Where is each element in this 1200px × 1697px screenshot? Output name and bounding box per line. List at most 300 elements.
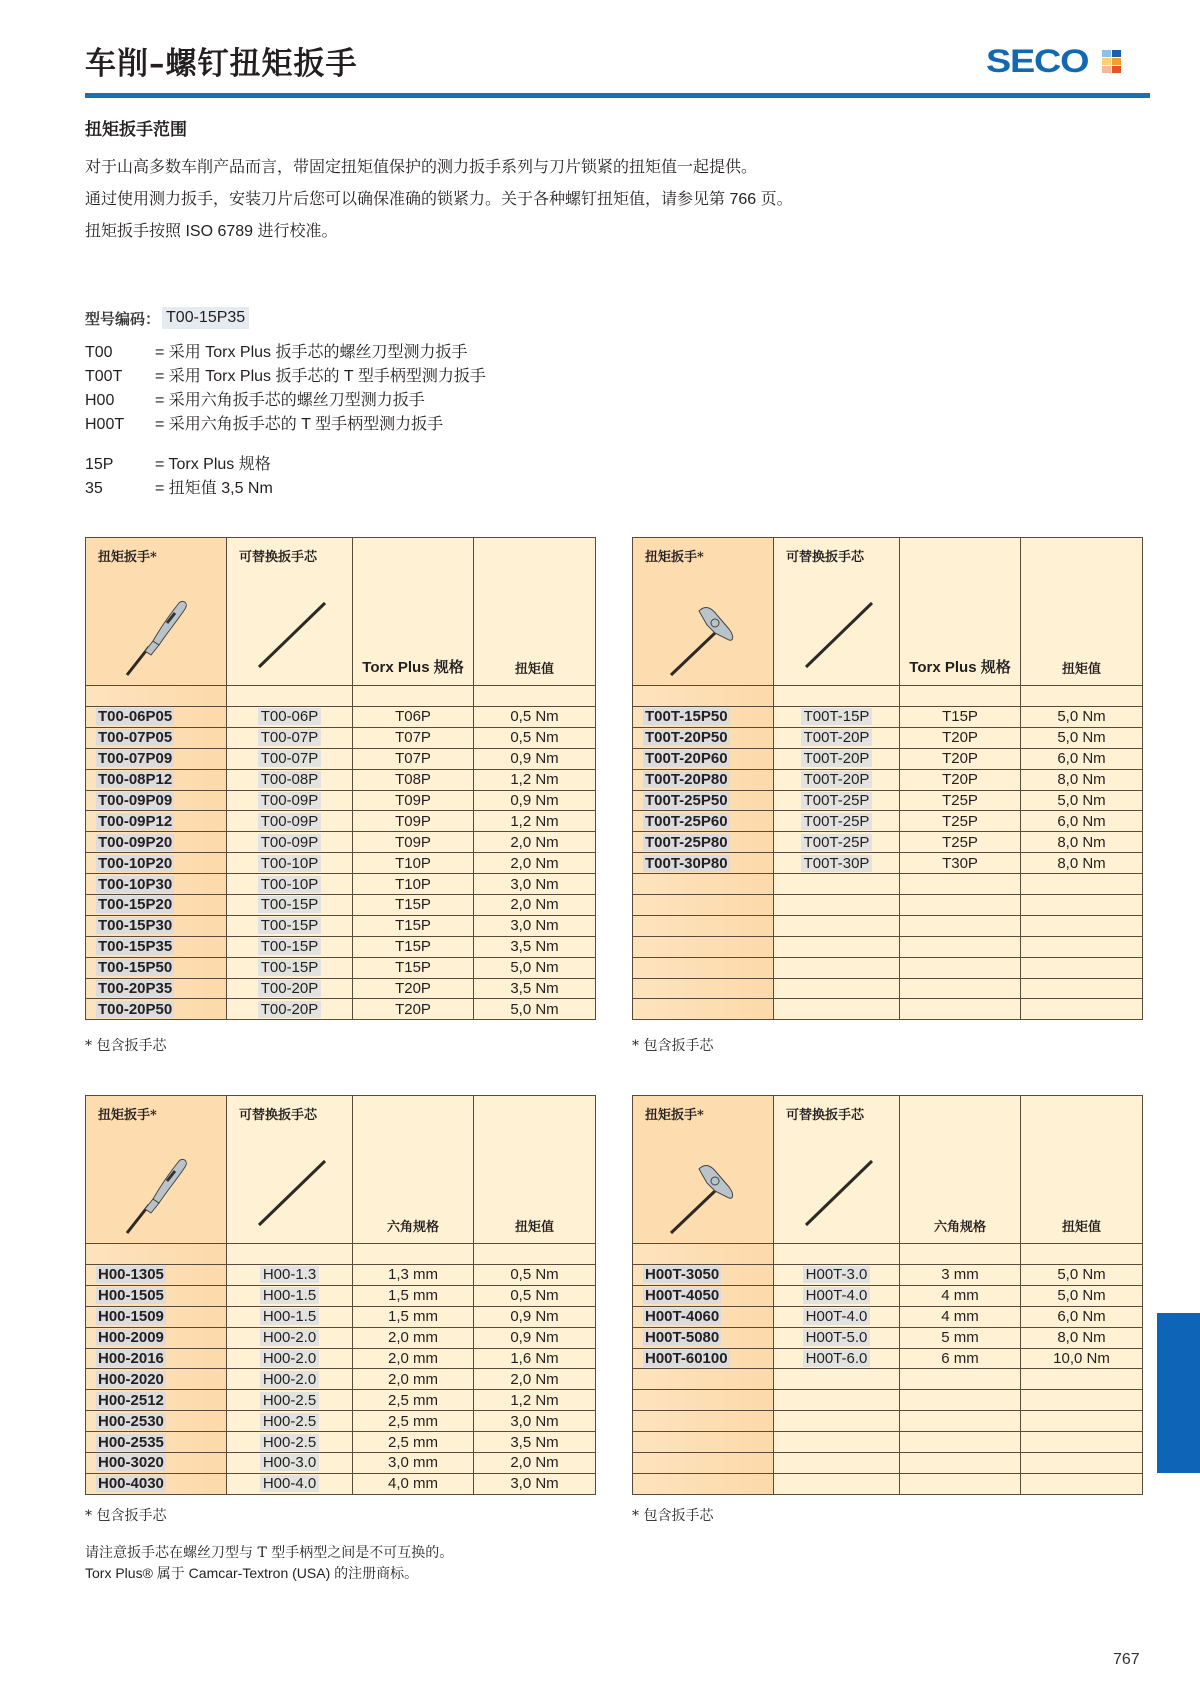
cell-text: 4,0 mm (387, 1475, 438, 1493)
cell-text: 5,0 Nm (1057, 729, 1106, 747)
logo-text: SECO (986, 43, 1089, 79)
cell-text: 3,0 Nm (510, 1475, 559, 1493)
size (900, 915, 1021, 936)
bit-code (774, 1453, 900, 1474)
cell-text: T00T-20P80 (645, 771, 728, 789)
table-row (633, 999, 1143, 1020)
cell-text: T10P (395, 854, 431, 872)
cell-text: H00-2.0 (260, 1329, 319, 1346)
footer-notes (85, 1543, 453, 1583)
screwdriver-wrench-icon (121, 589, 191, 679)
cell-text: 0,5 Nm (510, 1287, 559, 1305)
table-row (633, 1285, 1143, 1306)
size (353, 999, 474, 1020)
wrench-code (86, 999, 227, 1020)
torque (1021, 1473, 1143, 1494)
cell-text: 5 mm (941, 1329, 979, 1347)
bit-code (774, 790, 900, 811)
legend-desc: = 采用六角扳手芯的 T 型手柄型测力扳手 (155, 416, 444, 433)
size (900, 811, 1021, 832)
torque (1021, 1390, 1143, 1411)
cell-text: T00-06P (258, 708, 322, 725)
table-row (633, 874, 1143, 895)
table-row (86, 707, 596, 728)
cell-text: 3,5 Nm (510, 1433, 559, 1451)
bit-code (774, 769, 900, 790)
cell-text: H00-4030 (98, 1475, 164, 1493)
bit-code (227, 1285, 353, 1306)
wrench-code (86, 1327, 227, 1348)
bit-code (774, 811, 900, 832)
spacer-cell (774, 686, 900, 707)
bit-code (774, 957, 900, 978)
size (353, 936, 474, 957)
wrench-code (633, 748, 774, 769)
table-row (86, 1411, 596, 1432)
wrench-code (633, 978, 774, 999)
spacer-cell (474, 686, 596, 707)
cell-text: 0,9 Nm (510, 792, 559, 809)
cell-text: T00-07P (258, 750, 322, 767)
table-footnote: * 包含扳手芯 (85, 1508, 167, 1524)
bit-code (774, 707, 900, 728)
size (900, 978, 1021, 999)
wrench-code (86, 748, 227, 769)
cell-text: H00-1.5 (260, 1287, 319, 1304)
table-row (86, 978, 596, 999)
torque (474, 895, 596, 916)
size (353, 915, 474, 936)
cell-text: 5,0 Nm (1057, 1266, 1106, 1284)
code-example: T00-15P35 (162, 307, 249, 329)
column-header (900, 1096, 1021, 1244)
cell-text: T00T-25P (801, 792, 873, 809)
page-title: 车削–螺钉扭矩扳手 (85, 46, 358, 82)
size (900, 790, 1021, 811)
wrench-code (86, 1453, 227, 1474)
table-row (633, 727, 1143, 748)
spacer-cell (633, 686, 774, 707)
wrench-code (86, 1411, 227, 1432)
torque (474, 1327, 596, 1348)
table-row (633, 853, 1143, 874)
header-bit: 可替换扳手芯 (786, 1108, 865, 1123)
wrench-code (633, 915, 774, 936)
cell-text: T00-07P05 (98, 729, 173, 747)
t-handle-wrench-icon (663, 1147, 753, 1237)
torque (1021, 1432, 1143, 1453)
cell-text: H00T-5080 (645, 1329, 720, 1347)
bit-code (774, 1432, 900, 1453)
table-row (86, 915, 596, 936)
cell-text: T00-09P12 (98, 812, 173, 830)
cell-text: T00T-15P (801, 708, 873, 725)
cell-text: 1,5 mm (387, 1308, 438, 1326)
wrench-code (86, 1285, 227, 1306)
column-header (227, 538, 353, 686)
wrench-code (633, 1473, 774, 1494)
bit-code (227, 1432, 353, 1453)
spacer-cell (1021, 1244, 1143, 1265)
spacer-cell (227, 686, 353, 707)
wrench-code (86, 874, 227, 895)
spacer-cell (774, 1244, 900, 1265)
spacer-cell (900, 1244, 1021, 1265)
column-header (474, 1096, 596, 1244)
cell-text: T00-20P (258, 1001, 322, 1018)
legend-key: T00T (85, 368, 123, 385)
torque (474, 748, 596, 769)
cell-text: T00T-30P (801, 855, 873, 872)
table-row (633, 1411, 1143, 1432)
bit-code (774, 1265, 900, 1286)
header-bit: 可替换扳手芯 (239, 550, 318, 565)
header-torque: 扭矩值 (514, 1220, 554, 1235)
cell-text: 0,9 Nm (510, 1329, 559, 1347)
legend-key: 35 (85, 480, 103, 497)
table-row (633, 707, 1143, 728)
cell-text: 8,0 Nm (1057, 1329, 1106, 1347)
size (353, 957, 474, 978)
cell-text: 3,0 mm (387, 1454, 438, 1472)
bit-code (227, 978, 353, 999)
replaceable-bit-icon (800, 1153, 880, 1233)
torque (474, 1432, 596, 1453)
wrench-code (86, 1348, 227, 1369)
bit-code (227, 1411, 353, 1432)
column-header (227, 1096, 353, 1244)
legend-item (85, 413, 486, 437)
size (353, 1432, 474, 1453)
wrench-code (86, 1473, 227, 1494)
bit-code (227, 895, 353, 916)
wrench-code (633, 769, 774, 790)
torque (1021, 895, 1143, 916)
cell-text: T15P (395, 959, 431, 977)
wrench-code (633, 1306, 774, 1327)
torque (474, 874, 596, 895)
size (353, 1265, 474, 1286)
size (353, 895, 474, 916)
header-size: Torx Plus 规格 (909, 659, 1011, 676)
bit-code (774, 895, 900, 916)
legend-desc: = 采用 Torx Plus 扳手芯的 T 型手柄型测力扳手 (155, 368, 486, 385)
torque (1021, 811, 1143, 832)
wrench-code (633, 895, 774, 916)
cell-text: H00-3020 (98, 1454, 164, 1472)
cell-text: T00-15P (258, 959, 322, 976)
header-wrench: 扭矩扳手* (98, 1108, 157, 1123)
cell-text: T00T-20P50 (645, 729, 728, 747)
cell-text: H00-2020 (98, 1370, 164, 1388)
cell-text: H00T-6.0 (803, 1350, 871, 1367)
cell-text: 5,0 Nm (1057, 792, 1106, 809)
cell-text: 4 mm (941, 1308, 979, 1326)
cell-text: H00-2512 (98, 1391, 164, 1409)
size (353, 832, 474, 853)
cell-text: T00T-20P (801, 729, 873, 746)
wrench-code (633, 1453, 774, 1474)
bit-code (227, 915, 353, 936)
cell-text: T00-09P (258, 813, 322, 830)
wrench-code (633, 727, 774, 748)
table-row (86, 790, 596, 811)
wrench-code (633, 957, 774, 978)
torque (1021, 1369, 1143, 1390)
header-size: Torx Plus 规格 (362, 659, 464, 676)
torque (1021, 748, 1143, 769)
cell-text: T00-07P (258, 729, 322, 746)
wrench-code (633, 999, 774, 1020)
cell-text: T09P (395, 792, 431, 809)
cell-text: 6 mm (941, 1350, 979, 1367)
cell-text: 0,9 Nm (510, 1308, 559, 1326)
cell-text: 3,0 Nm (510, 875, 559, 893)
legend-desc: = 扭矩值 3,5 Nm (155, 480, 273, 497)
cell-text: 5,0 Nm (1057, 1287, 1106, 1305)
torque (474, 936, 596, 957)
torque (474, 1453, 596, 1474)
size (900, 853, 1021, 874)
cell-text: H00-2.0 (260, 1371, 319, 1388)
legend-item (85, 365, 486, 389)
cell-text: H00-1.5 (260, 1308, 319, 1325)
bit-code (227, 1390, 353, 1411)
t-handle-wrench-icon (663, 589, 753, 679)
cell-text: T00T-25P60 (645, 812, 728, 830)
table-row (86, 769, 596, 790)
bit-code (774, 1369, 900, 1390)
cell-text: 4 mm (941, 1287, 979, 1305)
cell-text: 2,5 mm (387, 1391, 438, 1409)
wrench-code (633, 790, 774, 811)
table-row (86, 727, 596, 748)
bit-code (227, 790, 353, 811)
torque (474, 1348, 596, 1369)
size (900, 1411, 1021, 1432)
legend-item (85, 453, 486, 477)
cell-text: T30P (942, 854, 978, 872)
table-row (633, 1265, 1143, 1286)
bit-code (227, 769, 353, 790)
legend-desc: = 采用 Torx Plus 扳手芯的螺丝刀型测力扳手 (155, 344, 468, 361)
torque (1021, 915, 1143, 936)
bit-code (227, 1369, 353, 1390)
cell-text: 1,3 mm (387, 1266, 438, 1284)
table-row (86, 1390, 596, 1411)
torque (1021, 936, 1143, 957)
section-tab (1157, 1313, 1200, 1473)
spacer-cell (86, 1244, 227, 1265)
size (900, 936, 1021, 957)
table-row (86, 853, 596, 874)
size (353, 769, 474, 790)
cell-text: T00-15P30 (98, 917, 173, 935)
cell-text: T00T-25P50 (645, 792, 728, 809)
column-header (633, 1096, 774, 1244)
cell-text: T07P (395, 729, 431, 747)
torque (1021, 1411, 1143, 1432)
torque (1021, 727, 1143, 748)
torque (1021, 853, 1143, 874)
wrench-table (85, 537, 596, 1020)
cell-text: 2,0 Nm (510, 896, 559, 914)
bit-code (774, 1411, 900, 1432)
torque (474, 915, 596, 936)
bit-code (227, 707, 353, 728)
intro-line: 通过使用测力扳手，安装刀片后您可以确保准确的锁紧力。关于各种螺钉扭矩值，请参见第 766 页。 (85, 191, 793, 208)
column-header (1021, 538, 1143, 686)
cell-text: T10P (395, 875, 431, 893)
cell-text: 3,0 Nm (510, 917, 559, 935)
cell-text: H00T-60100 (645, 1350, 728, 1367)
bit-code (227, 1265, 353, 1286)
cell-text: T00T-25P80 (645, 833, 728, 851)
cell-text: 1,2 Nm (510, 812, 559, 830)
cell-text: H00T-3050 (645, 1266, 720, 1284)
cell-text: T07P (395, 750, 431, 768)
cell-text: T00T-25P (801, 834, 873, 851)
torque (474, 1369, 596, 1390)
bit-code (774, 1306, 900, 1327)
cell-text: T20P (395, 1000, 431, 1018)
wrench-code (633, 936, 774, 957)
wrench-code (86, 790, 227, 811)
cell-text: H00-4.0 (260, 1475, 319, 1492)
torque (474, 707, 596, 728)
table-row (633, 1453, 1143, 1474)
cell-text: H00-1505 (98, 1287, 164, 1305)
cell-text: 6,0 Nm (1057, 812, 1106, 830)
cell-text: 3 mm (941, 1266, 979, 1284)
wrench-code (633, 1265, 774, 1286)
bit-code (774, 978, 900, 999)
table-row (86, 936, 596, 957)
bit-code (227, 811, 353, 832)
torque (474, 1390, 596, 1411)
cell-text: H00-2.0 (260, 1350, 319, 1367)
wrench-code (633, 707, 774, 728)
cell-text: T00-08P (258, 771, 322, 788)
cell-text: T00-15P35 (98, 938, 173, 956)
wrench-code (86, 915, 227, 936)
wrench-code (86, 1306, 227, 1327)
cell-text: 2,0 Nm (510, 1370, 559, 1388)
spacer-cell (474, 1244, 596, 1265)
cell-text: 2,0 mm (387, 1350, 438, 1367)
cell-text: H00-2.5 (260, 1413, 319, 1430)
table-row (633, 1390, 1143, 1411)
cell-text: 6,0 Nm (1057, 750, 1106, 768)
bit-code (227, 1348, 353, 1369)
size (353, 727, 474, 748)
bit-code (774, 936, 900, 957)
size (353, 1369, 474, 1390)
cell-text: T00-10P (258, 855, 322, 872)
cell-text: H00T-5.0 (803, 1329, 871, 1346)
column-header (353, 1096, 474, 1244)
size (353, 978, 474, 999)
wrench-code (633, 811, 774, 832)
title-rule (85, 93, 1150, 98)
spacer-cell (900, 686, 1021, 707)
wrench-code (633, 832, 774, 853)
cell-text: T00-10P (258, 876, 322, 893)
torque (474, 727, 596, 748)
cell-text: T20P (942, 729, 978, 747)
table-footnote: * 包含扳手芯 (632, 1038, 714, 1054)
cell-text: H00-1509 (98, 1308, 164, 1326)
torque (1021, 999, 1143, 1020)
table-row (633, 1327, 1143, 1348)
spacer-cell (353, 686, 474, 707)
size (353, 1453, 474, 1474)
cell-text: T00T-15P50 (645, 708, 728, 726)
cell-text: T20P (395, 980, 431, 998)
size (353, 1306, 474, 1327)
header-bit: 可替换扳手芯 (786, 550, 865, 565)
table-row (633, 811, 1143, 832)
cell-text: T00-10P30 (98, 875, 173, 893)
cell-text: T08P (395, 771, 431, 789)
size (900, 707, 1021, 728)
cell-text: T00-15P20 (98, 896, 173, 914)
cell-text: T25P (942, 812, 978, 830)
size (900, 874, 1021, 895)
wrench-code (633, 853, 774, 874)
replaceable-bit-icon (253, 595, 333, 675)
cell-text: H00-2.5 (260, 1392, 319, 1409)
legend-list (85, 341, 486, 501)
cell-text: T25P (942, 833, 978, 851)
table-row (86, 1327, 596, 1348)
bit-code (227, 874, 353, 895)
header-size: 六角规格 (386, 1220, 439, 1235)
cell-text: 2,0 Nm (510, 854, 559, 872)
table-row (633, 1369, 1143, 1390)
cell-text: H00T-4.0 (803, 1287, 871, 1304)
torque (474, 811, 596, 832)
legend-item (85, 341, 486, 365)
cell-text: H00-1.3 (260, 1266, 319, 1283)
torque (1021, 1348, 1143, 1369)
cell-text: H00T-4060 (645, 1308, 720, 1326)
cell-text: 0,5 Nm (510, 1266, 559, 1284)
size (353, 811, 474, 832)
legend-key: T00 (85, 344, 113, 361)
cell-text: T00T-20P (801, 750, 873, 767)
bit-code (774, 748, 900, 769)
table-row (86, 874, 596, 895)
wrench-code (86, 832, 227, 853)
torque (1021, 874, 1143, 895)
torque (474, 769, 596, 790)
wrench-code (86, 727, 227, 748)
torque (1021, 1306, 1143, 1327)
wrench-code (633, 1369, 774, 1390)
cell-text: T00-15P (258, 896, 322, 913)
table-row (86, 832, 596, 853)
torque (474, 790, 596, 811)
cell-text: 2,0 Nm (510, 833, 559, 851)
table-row (86, 999, 596, 1020)
wrench-code (633, 1390, 774, 1411)
table-row (86, 1473, 596, 1494)
wrench-code (633, 1411, 774, 1432)
cell-text: T00T-20P60 (645, 750, 728, 768)
cell-text: T00-20P35 (98, 980, 173, 998)
cell-text: 2,0 Nm (510, 1454, 559, 1472)
